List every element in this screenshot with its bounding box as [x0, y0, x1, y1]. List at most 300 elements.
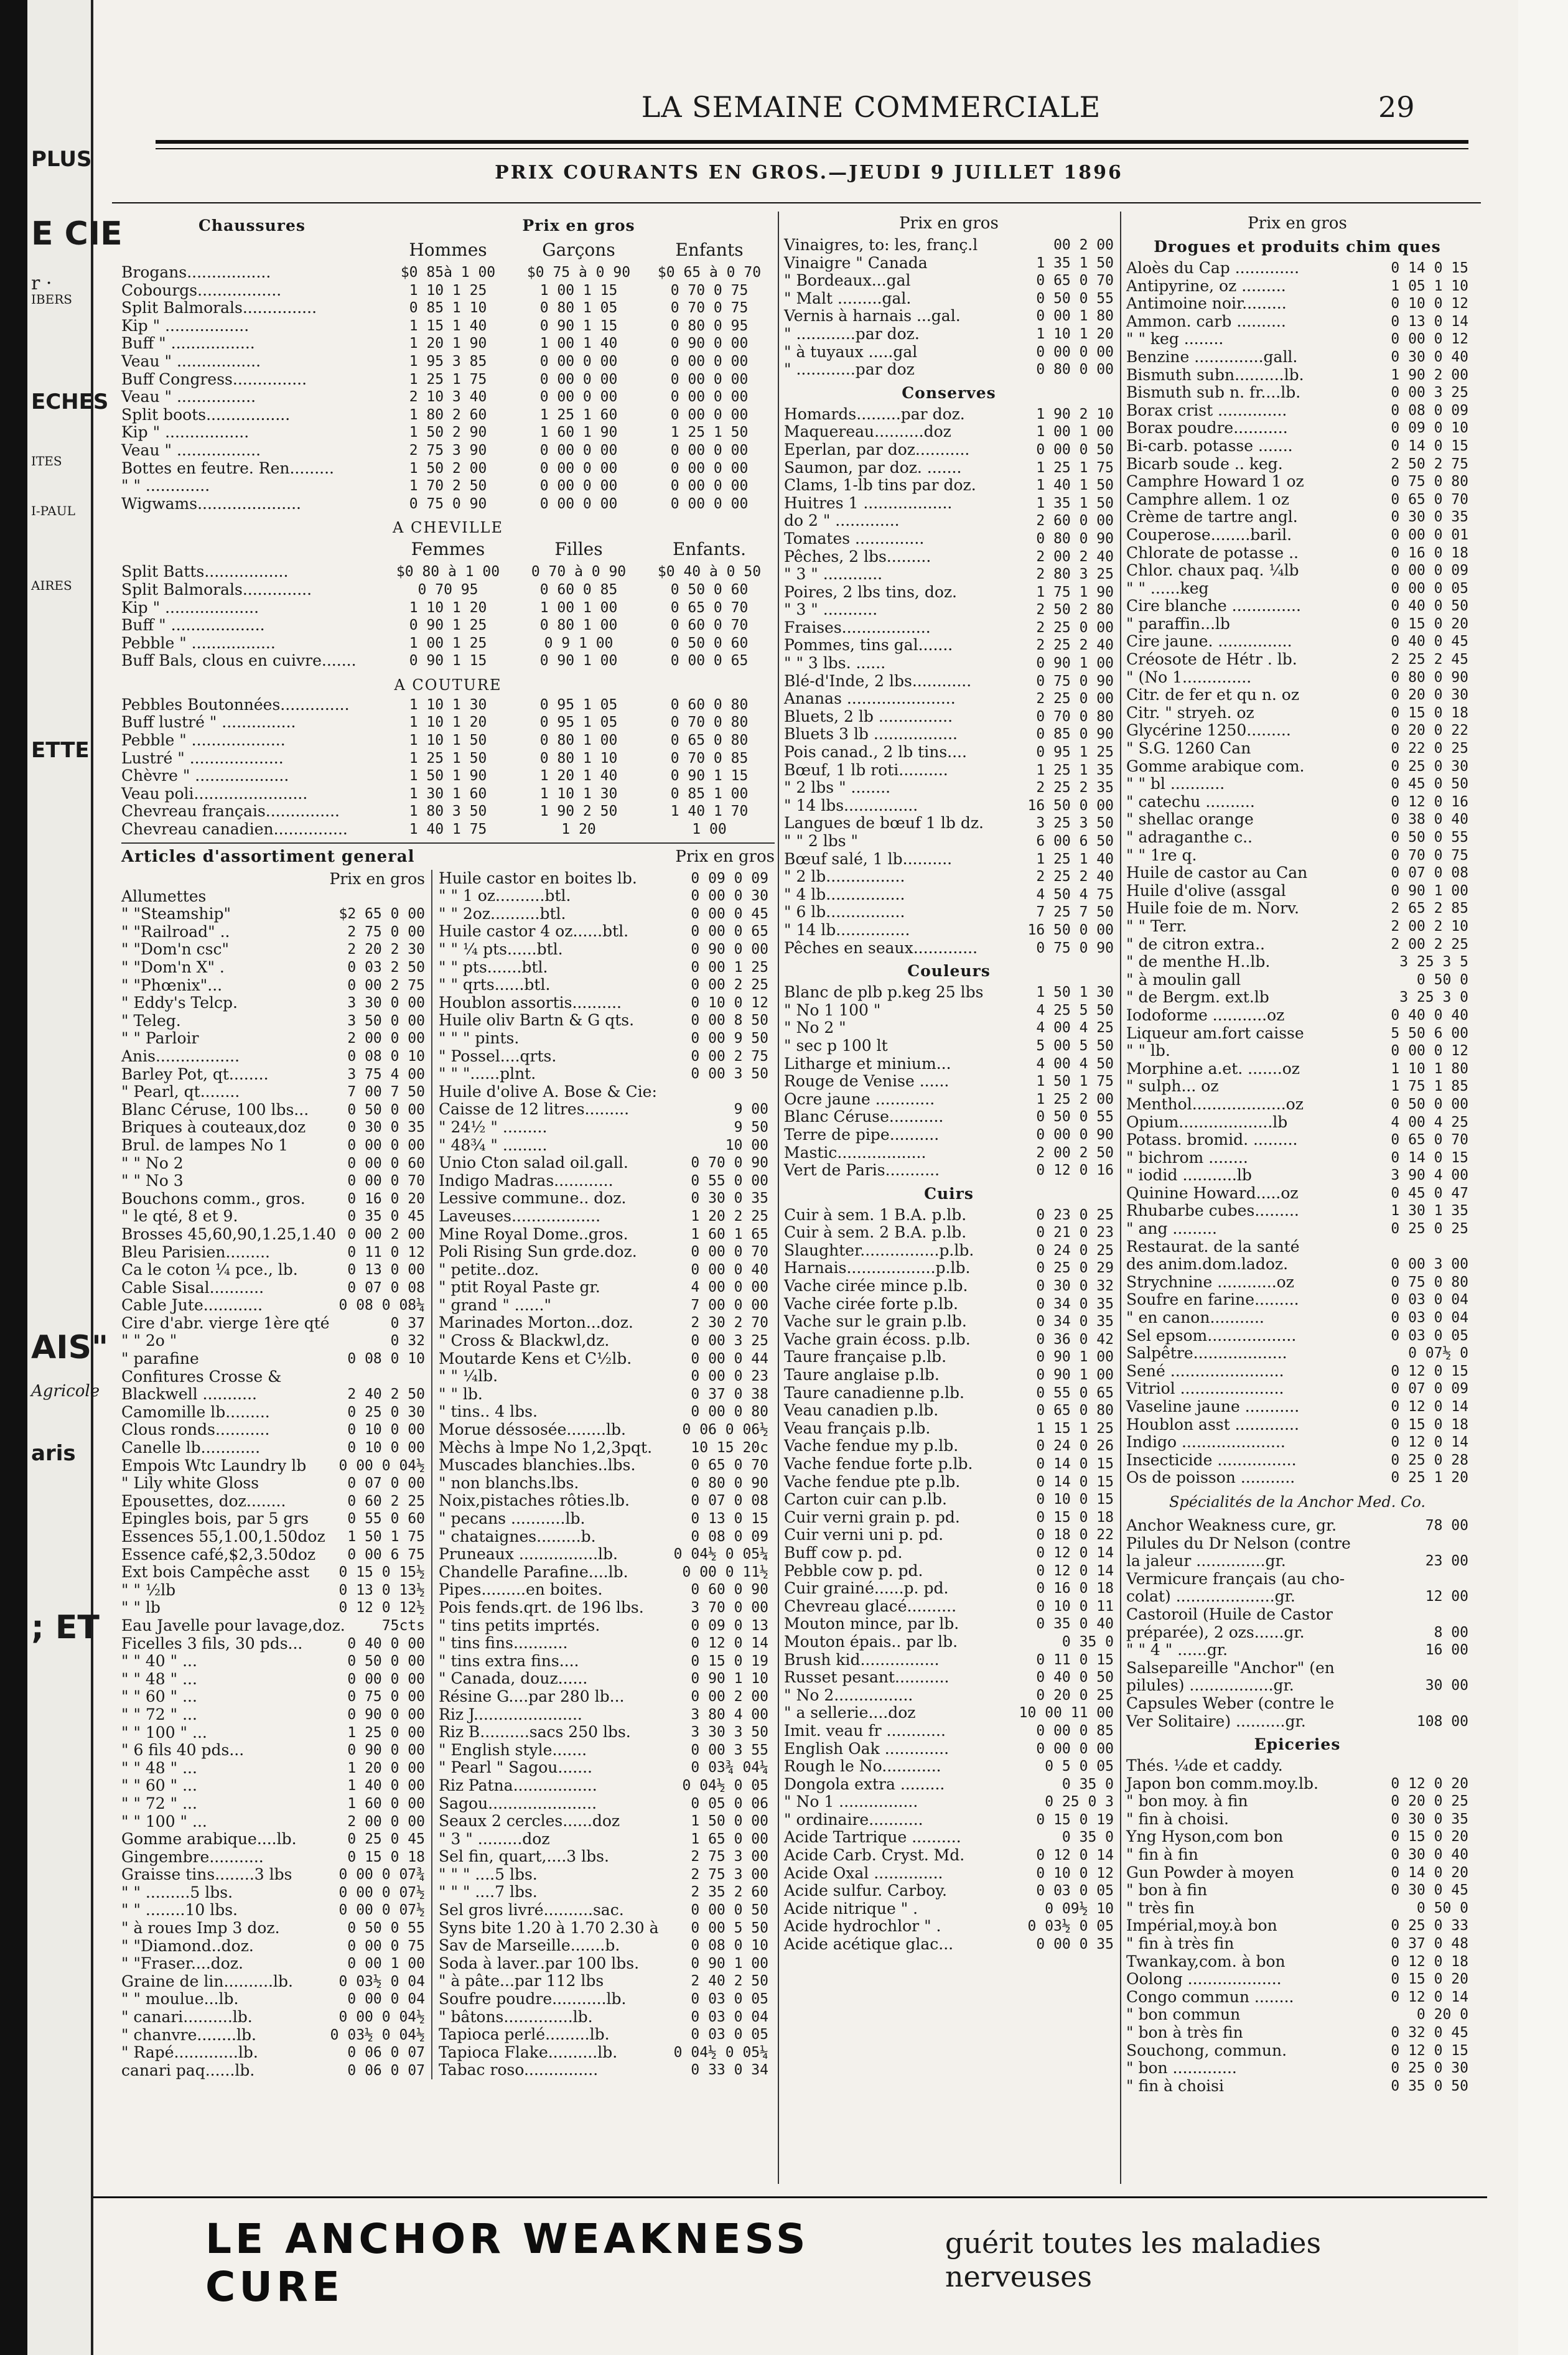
anchor-row: [1126, 1535, 1468, 1553]
drogues-price: 0 00 3 25: [1391, 385, 1468, 401]
cuirs-price: 0 35 0 40: [1036, 1616, 1114, 1633]
conserves-price: 1 25 1 40: [1036, 851, 1114, 867]
articles-right-item-name: Huile castor 4 oz......btl.: [439, 922, 629, 941]
cuirs-item-name: Dongola extra .........: [784, 1774, 945, 1793]
conserves-row: [784, 459, 1114, 477]
couture-item-name: Pebble " ...................: [121, 731, 286, 750]
couture-row: [121, 714, 775, 732]
cuirs-item-name: Vache sur le grain p.lb.: [784, 1312, 967, 1331]
cuirs-item-name: Imit. veau fr ............: [784, 1721, 946, 1740]
drogues-row: [1126, 758, 1468, 776]
articles-right-item-name: " " " ....7 lbs.: [439, 1883, 538, 1901]
articles-right-item-name: " petite..doz.: [439, 1260, 539, 1279]
cuirs-row: [784, 1526, 1114, 1544]
articles-left-row: [121, 2026, 425, 2045]
articles-right-item-name: Moutarde Kens et C½lb.: [439, 1349, 632, 1368]
conserves-price: 1 40 1 50: [1036, 477, 1114, 494]
chaussures-price-1: 1 95 3 85: [409, 353, 487, 370]
cuirs-price: 0 36 0 42: [1036, 1331, 1114, 1348]
cuirs-item-name: Mouton mince, par lb.: [784, 1615, 959, 1633]
couleurs-item-name: Vert de Paris...........: [784, 1161, 940, 1180]
articles-right-item-name: Tabac roso...............: [439, 2061, 599, 2079]
cheville-price-2: 0 80 1 00: [539, 617, 618, 634]
chaussures-price-2: 0 00 0 00: [539, 442, 618, 459]
articles-left-row: [121, 941, 425, 959]
conserves-price: 0 00 0 50: [1036, 441, 1114, 458]
articles-left-row: [121, 1350, 425, 1368]
anchor-row: [1126, 1624, 1468, 1642]
footer-rule: [93, 2196, 1487, 2198]
articles-right-row: [439, 994, 768, 1012]
chaussures-item-name: Veau " ................: [121, 388, 256, 406]
cuirs-price: 0 09½ 10: [1045, 1900, 1114, 1917]
cuirs-row: [784, 1313, 1114, 1331]
drogues-item-name: Huile d'olive (assgal: [1126, 881, 1286, 900]
articles-left-row: [121, 1475, 425, 1493]
cuirs-price: 0 34 0 35: [1036, 1313, 1114, 1330]
articles-right-price: 0 00 2 00: [691, 1688, 768, 1705]
drogues-item-name: Citr. de fer et qu n. oz: [1126, 686, 1300, 704]
cuirs-row: [784, 1206, 1114, 1224]
couleurs-title: Couleurs: [907, 962, 991, 981]
conserves-item-name: Eperlan, par doz...........: [784, 440, 970, 459]
anchor-item-name: pilules) .................gr.: [1126, 1676, 1294, 1695]
articles-left-price: 2 75 0 00: [347, 923, 425, 940]
cheville-row: [121, 581, 775, 599]
drogues-price: 0 40 0 40: [1391, 1007, 1468, 1024]
chaussures-item-name: " " .............: [121, 477, 210, 495]
couleurs-price: 1 50 1 30: [1036, 984, 1114, 1001]
drogues-price: 2 00 2 25: [1391, 936, 1468, 953]
articles-left-row: [121, 923, 425, 941]
anchor-row: [1126, 1659, 1468, 1677]
conserves-row: [784, 637, 1114, 655]
cheville-price-2: 1 00 1 00: [539, 599, 618, 616]
conserves-price: 1 00 1 00: [1036, 424, 1114, 441]
articles-left-item-name: " " 60 " ...: [121, 1687, 197, 1706]
conserves-row: [784, 797, 1114, 815]
couleurs-price: 0 00 0 90: [1036, 1126, 1114, 1143]
cuirs-item-name: Carton cuir can p.lb.: [784, 1490, 947, 1509]
cheville-item-name: Split Balmorals..............: [121, 580, 312, 599]
couleurs-row: [784, 1002, 1114, 1020]
cheville-price-1: 1 00 1 25: [409, 635, 487, 651]
articles-left-item-name: " " .........5 lbs.: [121, 1883, 233, 1901]
cuirs-item-name: Mouton épais.. par lb.: [784, 1632, 958, 1651]
epiceries-item-name: " fin à choisi: [1126, 2076, 1224, 2095]
articles-left-item-name: " le qté, 8 et 9.: [121, 1207, 238, 1226]
articles-left-row: [121, 1066, 425, 1084]
articles-right-price: 1 50 0 00: [691, 1813, 768, 1830]
articles-right-item-name: " " qrts......btl.: [439, 976, 551, 994]
articles-left-row: [121, 1030, 425, 1048]
cuirs-row: [784, 1455, 1114, 1473]
cheville-row: [121, 652, 775, 670]
epiceries-row: [1126, 1811, 1468, 1829]
couture-price-2: 1 10 1 30: [539, 785, 618, 802]
conserves-row: [784, 921, 1114, 940]
articles-right-item-name: Huile castor en boites lb.: [439, 869, 637, 887]
articles-right-row: [439, 887, 768, 905]
chaussures-price-1: 2 10 3 40: [409, 389, 487, 406]
anchor-row: [1126, 1695, 1468, 1713]
drogues-price: 0 45 0 50: [1391, 776, 1468, 793]
articles-left-price: 0 60 2 25: [347, 1493, 425, 1509]
articles-left-item-name: " Pearl, qt........: [121, 1083, 240, 1101]
articles-right-item-name: " 24½ " .........: [439, 1117, 548, 1136]
articles-left-item-name: " Lily white Gloss: [121, 1474, 259, 1493]
cuirs-row: [784, 1366, 1114, 1384]
articles-left-row: [121, 1119, 425, 1137]
drogues-item-name: Glycérine 1250.........: [1126, 721, 1291, 740]
conserves-item-name: " 14 lbs...............: [784, 796, 918, 814]
anchor-price: 8 00: [1434, 1624, 1468, 1641]
drogues-item-name: Salpêtre...................: [1126, 1344, 1287, 1363]
couture-price-3: 0 60 0 80: [670, 696, 749, 713]
drogues-price: 0 20 0 22: [1391, 722, 1468, 739]
column-rule-1: [778, 212, 779, 2184]
cuirs-item-name: Slaughter................p.lb.: [784, 1241, 974, 1259]
articles-right-item-name: Sel gros livré..........sac.: [439, 1901, 624, 1919]
articles-left-item-name: " parafine: [121, 1350, 199, 1368]
articles-right-price: 2 40 2 50: [691, 1973, 768, 1990]
articles-right-row: [439, 1457, 768, 1475]
cuirs-item-name: " a sellerie....doz: [784, 1704, 916, 1722]
articles-right-price: 3 70 0 00: [691, 1599, 768, 1616]
articles-left-row: [121, 1849, 425, 1867]
articles-left-row: [121, 1760, 425, 1778]
articles-right-price: 0 12 0 14: [691, 1635, 768, 1652]
epiceries-price: 0 12 0 18: [1391, 1953, 1468, 1970]
articles-right-row: [439, 870, 768, 888]
cuirs-item-name: " No 1 ................: [784, 1793, 918, 1811]
epiceries-price: 0 12 0 14: [1391, 1989, 1468, 2005]
articles-left-price: 0 90 0 00: [347, 1706, 425, 1723]
couleurs-row: [784, 1126, 1114, 1144]
drogues-item-name: Antipyrine, oz .........: [1126, 276, 1286, 295]
drogues-row: [1126, 1042, 1468, 1060]
articles-right-price: 0 00 0 80: [691, 1404, 768, 1420]
articles-left-price: 0 00 1 00: [347, 1956, 425, 1972]
couleurs-row: [784, 1019, 1114, 1037]
cheville-price-2: 0 60 0 85: [539, 581, 618, 598]
articles-right-item-name: Pipes.........en boites.: [439, 1580, 603, 1599]
anchor-price: 78 00: [1425, 1517, 1468, 1534]
articles-right-row: [439, 1279, 768, 1297]
cuirs-price: 0 35 0: [1062, 1829, 1114, 1846]
cuirs-price: 0 21 0 23: [1036, 1224, 1114, 1241]
articles-right-row: [439, 1759, 768, 1777]
conserves-item-name: Langues de bœuf 1 lb dz.: [784, 814, 984, 832]
articles-left-price: $2 65 0 00: [338, 906, 425, 923]
articles-left-price: 0 00 0 07½: [338, 1884, 425, 1901]
drogues-item-name: Bi-carb. potasse .......: [1126, 436, 1293, 455]
articles-right-item-name: Unio Cton salad oil.gall.: [439, 1154, 628, 1172]
articles-left-row: [121, 1137, 425, 1155]
drogues-row: [1126, 1434, 1468, 1452]
chaussures-item-name: Cobourgs.................: [121, 281, 282, 299]
cuirs-item-name: Pebble cow p. pd.: [784, 1561, 923, 1580]
cuirs-price: 0 90 1 00: [1036, 1367, 1114, 1384]
articles-right-row: [439, 1635, 768, 1653]
anchor-row: [1126, 1552, 1468, 1570]
column-chaussures-articles: [121, 212, 775, 2196]
articles-left-price: 0 00 0 04½: [338, 2009, 425, 2026]
couture-price-1: 1 25 1 50: [409, 750, 487, 767]
drogues-item-name: Strychnine ............oz: [1126, 1272, 1294, 1291]
col-head-enfants: Enfants: [675, 240, 744, 260]
chaussures-title: Chaussures: [198, 217, 306, 235]
drogues-row: [1126, 1185, 1468, 1203]
drogues-item-name: Vaseline jaune ...........: [1126, 1397, 1300, 1415]
articles-right-row: [439, 1439, 768, 1457]
articles-left-row: [121, 1973, 425, 1991]
articles-right-item-name: Chandelle Parafine....lb.: [439, 1562, 628, 1581]
articles-left-item-name: " " ........10 lbs.: [121, 1901, 238, 1919]
drogues-price: 0 50 0 00: [1391, 1096, 1468, 1112]
articles-right-price: 0 90 1 10: [691, 1671, 768, 1687]
anchor-price: 16 00: [1425, 1642, 1468, 1659]
drogues-row: [1126, 1149, 1468, 1167]
couture-item-name: Buff lustré " ...............: [121, 713, 296, 732]
articles-right-row: [439, 1261, 768, 1279]
articles-right-item-name: " English style.......: [439, 1740, 587, 1759]
conserves-item-name: " 4 lb................: [784, 885, 905, 903]
articles-left-price: 0 11 0 12: [347, 1244, 425, 1261]
articles-left-item-name: Anis.................: [121, 1047, 240, 1065]
drogues-item-name: Borax poudre...........: [1126, 419, 1288, 437]
epiceries-row: [1126, 1900, 1468, 1918]
vinaigres-price: 0 65 0 70: [1036, 273, 1114, 289]
articles-right-price: 0 09 0 13: [691, 1617, 768, 1634]
articles-left-item-name: Allumettes: [121, 887, 207, 905]
strip-fragment: aris: [31, 1441, 76, 1466]
articles-left-row: [121, 888, 425, 906]
couleurs-row: [784, 1091, 1114, 1109]
articles-right-price: 10 00: [725, 1137, 768, 1154]
articles-left-price: 0 40 0 00: [347, 1635, 425, 1652]
vinaigres-row: [784, 307, 1114, 325]
conserves-row: [784, 495, 1114, 513]
drogues-item-name: Cire blanche ..............: [1126, 597, 1301, 615]
cuirs-item-name: Vache fendue my p.lb.: [784, 1437, 959, 1455]
articles-right-price: 2 35 2 60: [691, 1884, 768, 1901]
anchor-item-name: " " 4 " ......gr.: [1126, 1641, 1228, 1659]
articles-right-row: [439, 1101, 768, 1119]
articles-left-row: [121, 1297, 425, 1315]
couleurs-item-name: Terre de pipe..........: [784, 1125, 940, 1144]
drogues-price: 0 25 0 28: [1391, 1452, 1468, 1468]
strip-fragment: ETTE: [31, 738, 90, 763]
conserves-price: 2 25 2 40: [1036, 637, 1114, 654]
chaussures-price-3: 0 00 0 00: [670, 478, 749, 495]
chaussures-row: [121, 477, 775, 495]
drogues-row: [1126, 918, 1468, 936]
epiceries-item-name: " bon à fin: [1126, 1881, 1208, 1900]
cheville-price-1: 0 90 1 25: [409, 617, 487, 634]
articles-right-row: [439, 1297, 768, 1315]
drogues-row: [1126, 829, 1468, 847]
cheville-title: A CHEVILLE: [393, 519, 503, 537]
drogues-item-name: " iodid ...........lb: [1126, 1166, 1252, 1185]
cuirs-row: [784, 1793, 1114, 1811]
articles-left-price: 0 00 0 07¾: [338, 1867, 425, 1883]
cuirs-row: [784, 1758, 1114, 1776]
couleurs-item-name: " No 1 100 ": [784, 1000, 881, 1019]
articles-right-price: 9 50: [734, 1119, 768, 1136]
drogues-item-name: Rhubarbe cubes.........: [1126, 1201, 1299, 1220]
cuirs-item-name: Veau canadien p.lb.: [784, 1401, 939, 1420]
cuirs-row: [784, 1420, 1114, 1438]
cuirs-price: 0 35 0: [1062, 1633, 1114, 1650]
epiceries-price: 0 20 0 25: [1391, 1793, 1468, 1810]
drogues-row: [1126, 1220, 1468, 1238]
chaussures-price-3: 0 00 0 00: [670, 406, 749, 423]
drogues-item-name: " " lb.: [1126, 1042, 1170, 1060]
articles-left-row: [121, 1635, 425, 1653]
articles-left-price: 0 07 0 00: [347, 1475, 425, 1492]
articles-right-row: [439, 1492, 768, 1510]
drogues-item-name: Créosote de Hétr . lb.: [1126, 650, 1297, 669]
cuirs-price: 0 15 0 18: [1036, 1509, 1114, 1526]
drogues-price: 3 25 3 0: [1399, 989, 1468, 1006]
articles-left-price: 0 50 0 55: [347, 1920, 425, 1937]
articles-left-price: 1 20 0 00: [347, 1760, 425, 1776]
cheville-table: [121, 563, 775, 670]
conserves-price: 1 25 1 35: [1036, 762, 1114, 778]
cuirs-price: 0 40 0 50: [1036, 1669, 1114, 1686]
articles-left-price-title: Prix en gros: [329, 869, 425, 888]
chaussures-price-3: 0 90 0 00: [670, 335, 749, 352]
articles-title: Articles d'assortiment general: [121, 847, 415, 866]
drogues-price: 0 15 0 18: [1391, 704, 1468, 721]
chaussures-row: [121, 460, 775, 478]
articles-right-price: 0 90 0 00: [691, 941, 768, 958]
articles-right-row: [439, 2026, 768, 2044]
articles-left-item-name: " " lb: [121, 1598, 161, 1617]
articles-left-price: 0 10 0 00: [347, 1422, 425, 1439]
cuirs-price: 0 14 0 15: [1036, 1456, 1114, 1472]
articles-left-row: [121, 1083, 425, 1101]
drogues-price: 0 00 3 00: [1391, 1256, 1468, 1273]
couture-price-2: 1 90 2 50: [539, 803, 618, 820]
column-drogues-epiceries: [1126, 212, 1468, 2196]
articles-right-item-name: " tins.. 4 lbs.: [439, 1402, 538, 1421]
vinaigres-item-name: " Bordeaux...gal: [784, 271, 911, 290]
drogues-item-name: Vitriol .....................: [1126, 1379, 1284, 1398]
articles-right-item-name: Sel fin, quart,....3 lbs.: [439, 1847, 609, 1866]
articles-left-price: 0 00 0 07½: [338, 1902, 425, 1919]
conserves-row: [784, 708, 1114, 726]
conserves-price: 16 50 0 00: [1027, 921, 1114, 938]
chaussures-price-2: 1 00 1 15: [539, 282, 618, 299]
couture-table: [121, 696, 775, 839]
epiceries-item-name: Twankay,com. à bon: [1126, 1952, 1286, 1970]
articles-left-price: 0 10 0 00: [347, 1440, 425, 1457]
conserves-item-name: Pois canad., 2 lb tins....: [784, 743, 967, 762]
conserves-row: [784, 548, 1114, 566]
articles-right-price: 2 75 3 00: [691, 1849, 768, 1865]
conserves-row: [784, 886, 1114, 904]
articles-right-row: [439, 1350, 768, 1368]
articles-right-row: [439, 976, 768, 994]
articles-right-row: [439, 905, 768, 923]
couture-item-name: Pebbles Boutonnées..............: [121, 695, 350, 714]
articles-left-item-name: Gingembre...........: [121, 1847, 264, 1866]
conserves-item-name: Bluets, 2 lb ...............: [784, 707, 953, 725]
articles-left-item-name: Epousettes, doz........: [121, 1491, 286, 1510]
articles-right-row: [439, 1190, 768, 1208]
cuirs-row: [784, 1900, 1114, 1918]
articles-left-price: 0 07 0 08: [347, 1279, 425, 1296]
epiceries-price: 0 30 0 45: [1391, 1882, 1468, 1899]
chaussures-item-name: Veau " .................: [121, 352, 261, 370]
articles-left-row: [121, 1546, 425, 1564]
conserves-price: 0 70 0 80: [1036, 708, 1114, 725]
conserves-price: 2 25 0 00: [1036, 691, 1114, 707]
drogues-row: [1126, 402, 1468, 420]
articles-left-row: [121, 1938, 425, 1956]
anchor-price: [1394, 1659, 1468, 1677]
articles-right-item-name: Caisse de 12 litres.........: [439, 1100, 630, 1119]
couleurs-row: [784, 1162, 1114, 1180]
conserves-price: 4 50 4 75: [1036, 886, 1114, 903]
articles-left-price: 2 00 0 00: [347, 1030, 425, 1047]
articles-right-row: [439, 959, 768, 977]
chaussures-price-3: 0 80 0 95: [670, 317, 749, 334]
couture-price-2: 1 20: [561, 821, 596, 838]
drogues-item-name: " à moulin gall: [1126, 970, 1241, 989]
cuirs-price: 0 14 0 15: [1036, 1473, 1114, 1490]
articles-left-price: 1 40 0 00: [347, 1778, 425, 1794]
couture-price-3: 0 90 1 15: [670, 768, 749, 785]
cuirs-row: [784, 1242, 1114, 1260]
articles-right-row: [439, 1546, 768, 1564]
col-head-garcons: Garçons: [542, 240, 615, 260]
vinaigres-row: [784, 325, 1114, 343]
articles-left-price: 0 37: [390, 1315, 425, 1331]
articles-left-row: [121, 1048, 425, 1066]
articles-left-row: [121, 1671, 425, 1689]
anchor-item-name: Ver Solitaire) ..........gr.: [1126, 1712, 1306, 1730]
drogues-row: [1126, 704, 1468, 722]
articles-right-price: 0 00 1 25: [691, 959, 768, 976]
cheville-price-2: 0 70 à 0 90: [531, 564, 627, 581]
chaussures-price-1: 1 20 1 90: [409, 335, 487, 352]
drogues-price: 0 12 0 16: [1391, 793, 1468, 810]
couture-item-name: Chevreau canadien...............: [121, 820, 348, 839]
drogues-price: 1 30 1 35: [1391, 1203, 1468, 1219]
couleurs-item-name: " sec p 100 lt: [784, 1036, 888, 1055]
cuirs-item-name: Cuir verni uni p. pd.: [784, 1526, 944, 1544]
drogues-item-name: " en canon...........: [1126, 1308, 1264, 1327]
cheville-row: [121, 563, 775, 581]
cuirs-item-name: " ordinaire...........: [784, 1810, 923, 1829]
cuirs-item-name: Rough le No............: [784, 1757, 941, 1776]
drogues-item-name: Cire jaune. ...............: [1126, 632, 1292, 651]
epiceries-item-name: Gun Powder à moyen: [1126, 1863, 1294, 1882]
anchor-row: [1126, 1606, 1468, 1624]
vinaigres-row: [784, 272, 1114, 290]
vinaigres-row: [784, 343, 1114, 361]
articles-left-item-name: Cable Jute............: [121, 1296, 263, 1315]
drogues-row: [1126, 775, 1468, 793]
articles-right-item-name: Tapioca perlé.........lb.: [439, 2025, 610, 2044]
conserves-item-name: Pêches en seaux.............: [784, 938, 978, 957]
drogues-row: [1126, 1469, 1468, 1487]
chaussures-item-name: Veau " .................: [121, 441, 261, 459]
articles-left-price: 0 00 0 00: [347, 1671, 425, 1687]
